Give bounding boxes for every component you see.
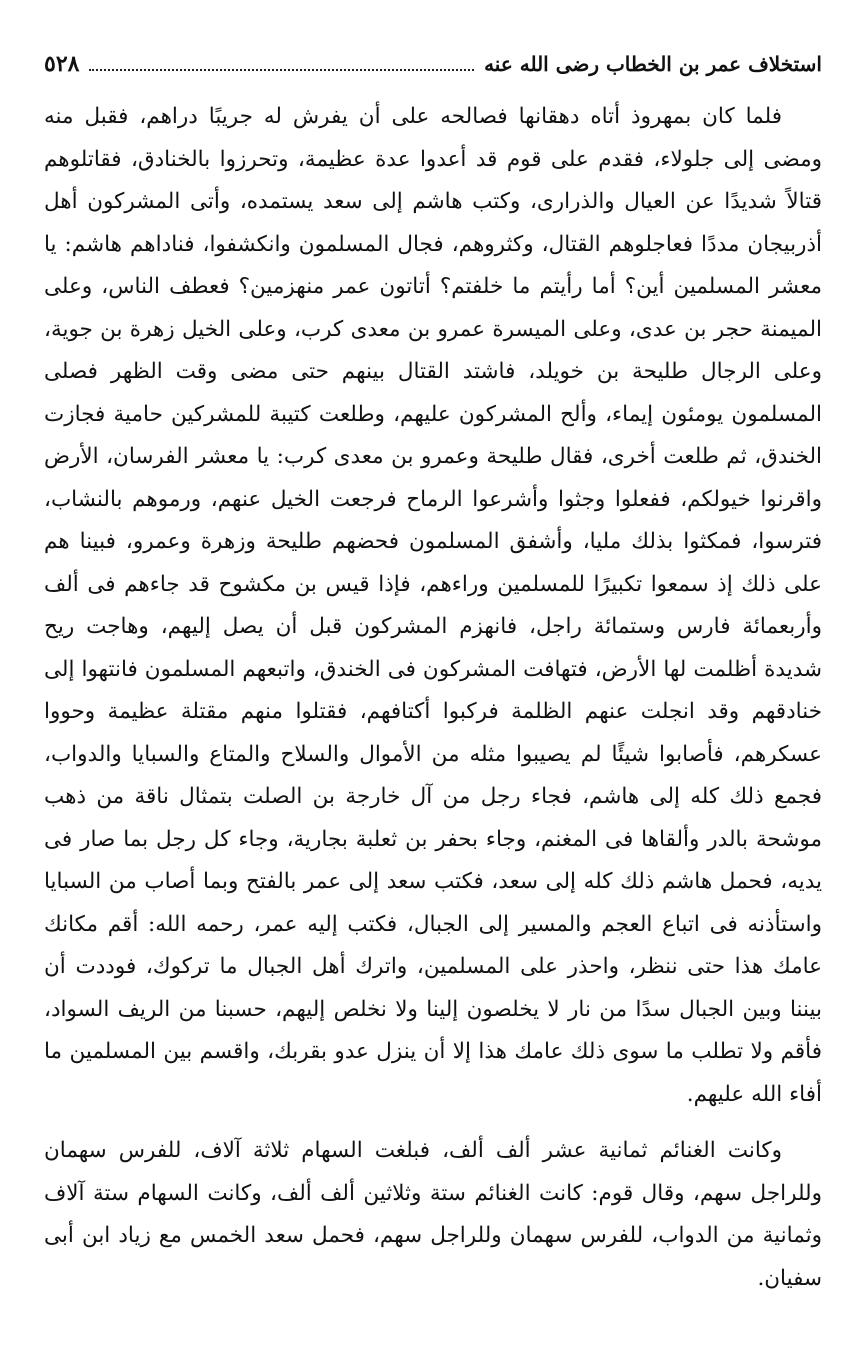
dotted-leader: [89, 55, 474, 71]
paragraph-2: وكانت الغنائم ثمانية عشر ألف ألف، فبلغت السهام ثلاثة آلاف، للفرس سهمان وللراجل سهم، وقال قوم: كانت الغنائم ستة وثلاثين ألف ألف، وكانت السهام ستة آلاف وثمانية من الدواب، للفرس سهمان وللراجل سهم، فحمل سعد الخمس مع زياد ابن أبى سفيان.: [44, 1138, 822, 1291]
body-text: [44, 96, 822, 1300]
paragraph-1: فلما كان بمهروذ أتاه دهقانها فصالحه على أن يفرش له جريبًا دراهم، فقبل منه ومضى إلى جلولاء، فقدم على قوم قد أعدوا عدة عظيمة، وتحرزوا بالخنادق، فقاتلوهم قتالاً شديدًا عن العيال والذرارى، وكتب هاشم إلى سعد يستمده، وأتى المشركون أهل أذربيجان مددًا فعاجلوهم القتال، وكثروهم، فجال المسلمون وانكشفوا، فناداهم هاشم: يا معشر المسلمين أين؟ أما رأيتم ما خلفتم؟ أتاتون عمر منهزمين؟ فعطف الناس، وعلى الميمنة حجر بن عدى، وعلى الميسرة عمرو بن معدى كرب، وعلى الخيل زهرة بن جوية، وعلى الرجال طليحة بن خويلد، فاشتد القتال بينهم حتى مضى وقت الظهر فصلى المسلمون يومئون إيماء، وألح المشركون عليهم، وطلعت كتيبة للمشركين حامية فجازت الخندق، ثم طلعت أخرى، فقال طليحة وعمرو بن معدى كرب: يا معشر الفرسان، الأرض واقرنوا خيولكم، ففعلوا وجثوا وأشرعوا الرماح فرجعت الخيل عنهم، ورموهم بالنشاب، فترسوا، فمكثوا بذلك مليا، وأشفق المسلمون فحضهم طليحة وزهرة وعمرو، فبينا هم على ذلك إذ سمعوا تكبيرًا للمسلمين وراءهم، فإذا قيس بن مكشوح قد جاءهم فى ألف وأربعمائة فارس وستمائة راجل، فانهزم المشركون قبل أن يصل إليهم، وهاجت ريح شديدة أظلمت لها الأرض، فتهافت المشركون فى الخندق، واتبعهم المسلمون فانتهوا إلى خنادقهم وقد انجلت عنهم الظلمة فركبوا أكتافهم، فقتلوا منهم مقتلة عظيمة وحووا عسكرهم، فأصابوا شيئًا لم يصيبوا مثله من الأموال والسلاح والمتاع والسبايا والدواب، فجمع ذلك كله إلى هاشم، فجاء رجل من آل خارجة بن الصلت بتمثال ناقة من ذهب موشحة بالدر وألقاها فى المغنم، وجاء بحفر بن ثعلبة بجارية، وجاء كل رجل بما صار فى يديه، فحمل هاشم ذلك كله إلى سعد، فكتب سعد إلى عمر بالفتح وبما أصاب من السبايا واستأذنه فى اتباع العجم والمسير إلى الجبال، فكتب إليه عمر، رحمه الله: أقم مكانك عامك هذا حتى ننظر، واحذر على المسلمين، واترك أهل الجبال ما تركوك، فوددت أن بيننا وبين الجبال سدًا من نار لا يخلصون إلينا ولا نخلص إليهم، حسبنا من الريف السواد، فأقم ولا تطلب ما سوى ذلك عامك هذا إلا أن ينزل عدو بقربك، واقسم بين المسلمين ما أفاء الله عليهم.: [44, 104, 822, 1107]
chapter-title: استخلاف عمر بن الخطاب رضى الله عنه: [484, 52, 822, 76]
running-header: [44, 44, 822, 84]
page-number: ٥٢٨: [44, 51, 80, 77]
